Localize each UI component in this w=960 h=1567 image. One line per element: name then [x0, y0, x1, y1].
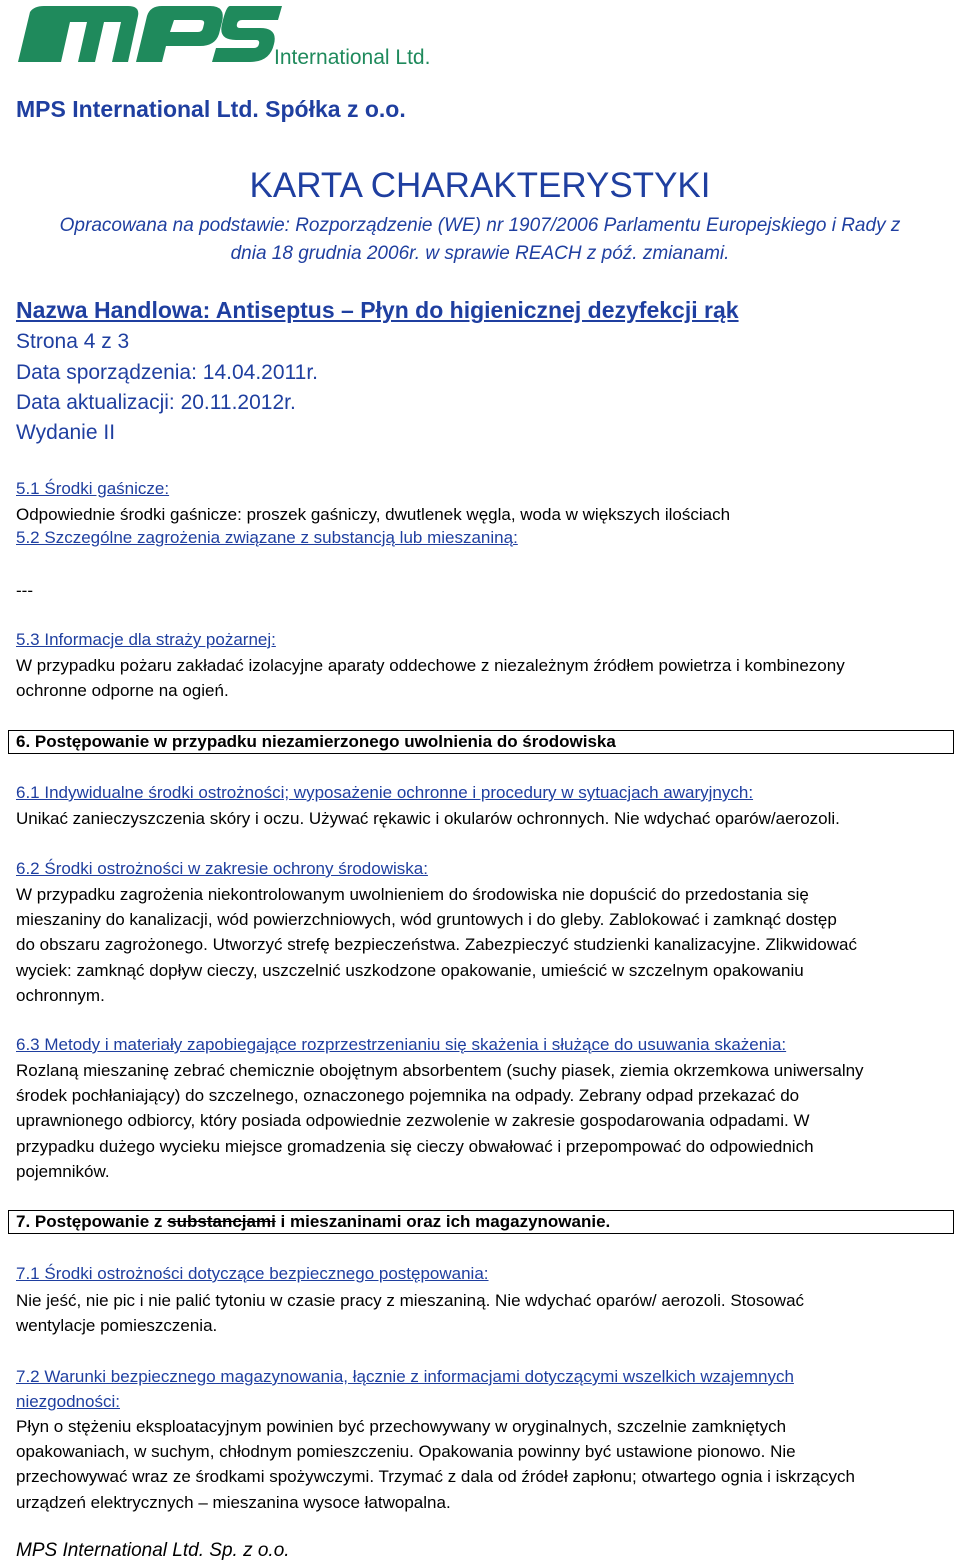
company-logo — [16, 2, 431, 69]
section-6-1-title: 6.1 Indywidualne środki ostrożności; wyposażenie ochronne i procedury w sytuacjach awaryjnych: — [16, 783, 754, 802]
creation-date: Data sporządzenia: 14.04.2011r. — [16, 361, 318, 384]
trade-name: Nazwa Handlowa: Antiseptus – Płyn do higienicznej dezyfekcji rąk — [16, 297, 739, 323]
footer-company: MPS International Ltd. Sp. z o.o. — [16, 1540, 290, 1561]
update-date: Data aktualizacji: 20.11.2012r. — [16, 391, 296, 414]
section-7-header: 7. Postępowanie z substancjami i mieszaninami oraz ich magazynowanie. — [8, 1210, 954, 1234]
section-5-3-title: 5.3 Informacje dla straży pożarnej: — [16, 630, 276, 649]
company-name: MPS International Ltd. Spółka z o.o. — [16, 96, 406, 122]
section-6-2-title: 6.2 Środki ostrożności w zakresie ochrony środowiska: — [16, 859, 428, 878]
section-6-header: 6. Postępowanie w przypadku niezamierzonego uwolnienia do środowiska — [8, 730, 954, 754]
edition: Wydanie II — [16, 421, 116, 444]
section-5-1-text: Odpowiednie środki gaśnicze: proszek gaśniczy, dwutlenek węgla, woda w większych ilościach — [16, 505, 731, 524]
logo-subtext: International Ltd. — [274, 46, 431, 69]
section-6-1-text: Unikać zanieczyszczenia skóry i oczu. Używać rękawic i okularów ochronnych. Nie wdychać oparów/aerozoli. — [16, 809, 840, 828]
section-5-2-text: --- — [16, 581, 33, 600]
legal-basis: Opracowana na podstawie: Rozporządzenie (WE) nr 1907/2006 Parlamentu Europejskiego i Rady z dnia 18 grudnia 2006r. w sprawie REACH z póź. zmianami. — [59, 215, 901, 264]
section-5-1-title: 5.1 Środki gaśnicze: — [16, 479, 170, 498]
section-7-1-text: Nie jeść, nie pic i nie palić tytoniu w czasie pracy z mieszaniną. Nie wdychać oparów/ aerozoli. Stosować wentylacje pomieszczenia. — [16, 1291, 805, 1336]
page-number: Strona 4 z 3 — [16, 330, 130, 353]
section-7-1-title: 7.1 Środki ostrożności dotyczące bezpiecznego postępowania: — [16, 1264, 489, 1283]
section-7-2-text: Płyn o stężeniu eksploatacyjnym powinien być przechowywany w oryginalnych, szczelnie zamkniętych opakowaniach, w suchym, chłodnym pomieszczeniu. Opakowania powinny być ustawione pionowo. Nie przechowywać wraz ze środkami spożywczymi. Trzymać z dala od źródeł zapłonu; otwartego ognia i iskrzących urządzeń elektrycznych – mieszanina wysoce łatwopalna. — [16, 1417, 855, 1512]
section-5-3-text: W przypadku pożaru zakładać izolacyjne aparaty oddechowe z niezależnym źródłem powietrza i kombinezony ochronne odporne na ogień. — [16, 656, 845, 701]
struck-word: substancjami — [167, 1212, 276, 1231]
section-7-2-title: 7.2 Warunki bezpiecznego magazynowania, łącznie z informacjami dotyczącymi wszelkich wzajemnych niezgodności: — [16, 1367, 794, 1412]
section-5-2-title: 5.2 Szczególne zagrożenia związane z substancją lub mieszaniną: — [16, 528, 518, 547]
section-6-3-text: Rozlaną mieszaninę zebrać chemicznie obojętnym absorbentem (suchy piasek, ziemia okrzemkowa uniwersalny środek pochłaniający) do szczelnego, oznaczonego pojemnika na odpady. Zebrany odpad przekazać do uprawnionego odbiorcy, który posiada odpowiednie zezwolenie w zakresie gospodarowania odpadami. W przypadku dużego wycieku miejsce gromadzenia się cieczy obwałować i przepompować do odpowiednich pojemników. — [16, 1061, 864, 1181]
document-title: KARTA CHARAKTERYSTYKI — [249, 166, 711, 205]
section-6-3-title: 6.3 Metody i materiały zapobiegające rozprzestrzenianiu się skażenia i służące do usuwania skażenia: — [16, 1035, 787, 1054]
section-6-2-text: W przypadku zagrożenia niekontrolowanym uwolnieniem do środowiska nie dopuścić do przedostania się mieszaniny do kanalizacji, wód powierzchniowych, wód gruntowych i do gleby. Zablokować i zamknąć dostęp do obszaru zagrożonego. Utworzyć strefę bezpieczeństwa. Zabezpieczyć studzienki kanalizacyjne. Zlikwidować wyciek: zamknąć dopływ cieczy, uszczelnić uszkodzone opakowanie, umieścić w szczelnym opakowaniu ochronnym. — [16, 885, 857, 1005]
